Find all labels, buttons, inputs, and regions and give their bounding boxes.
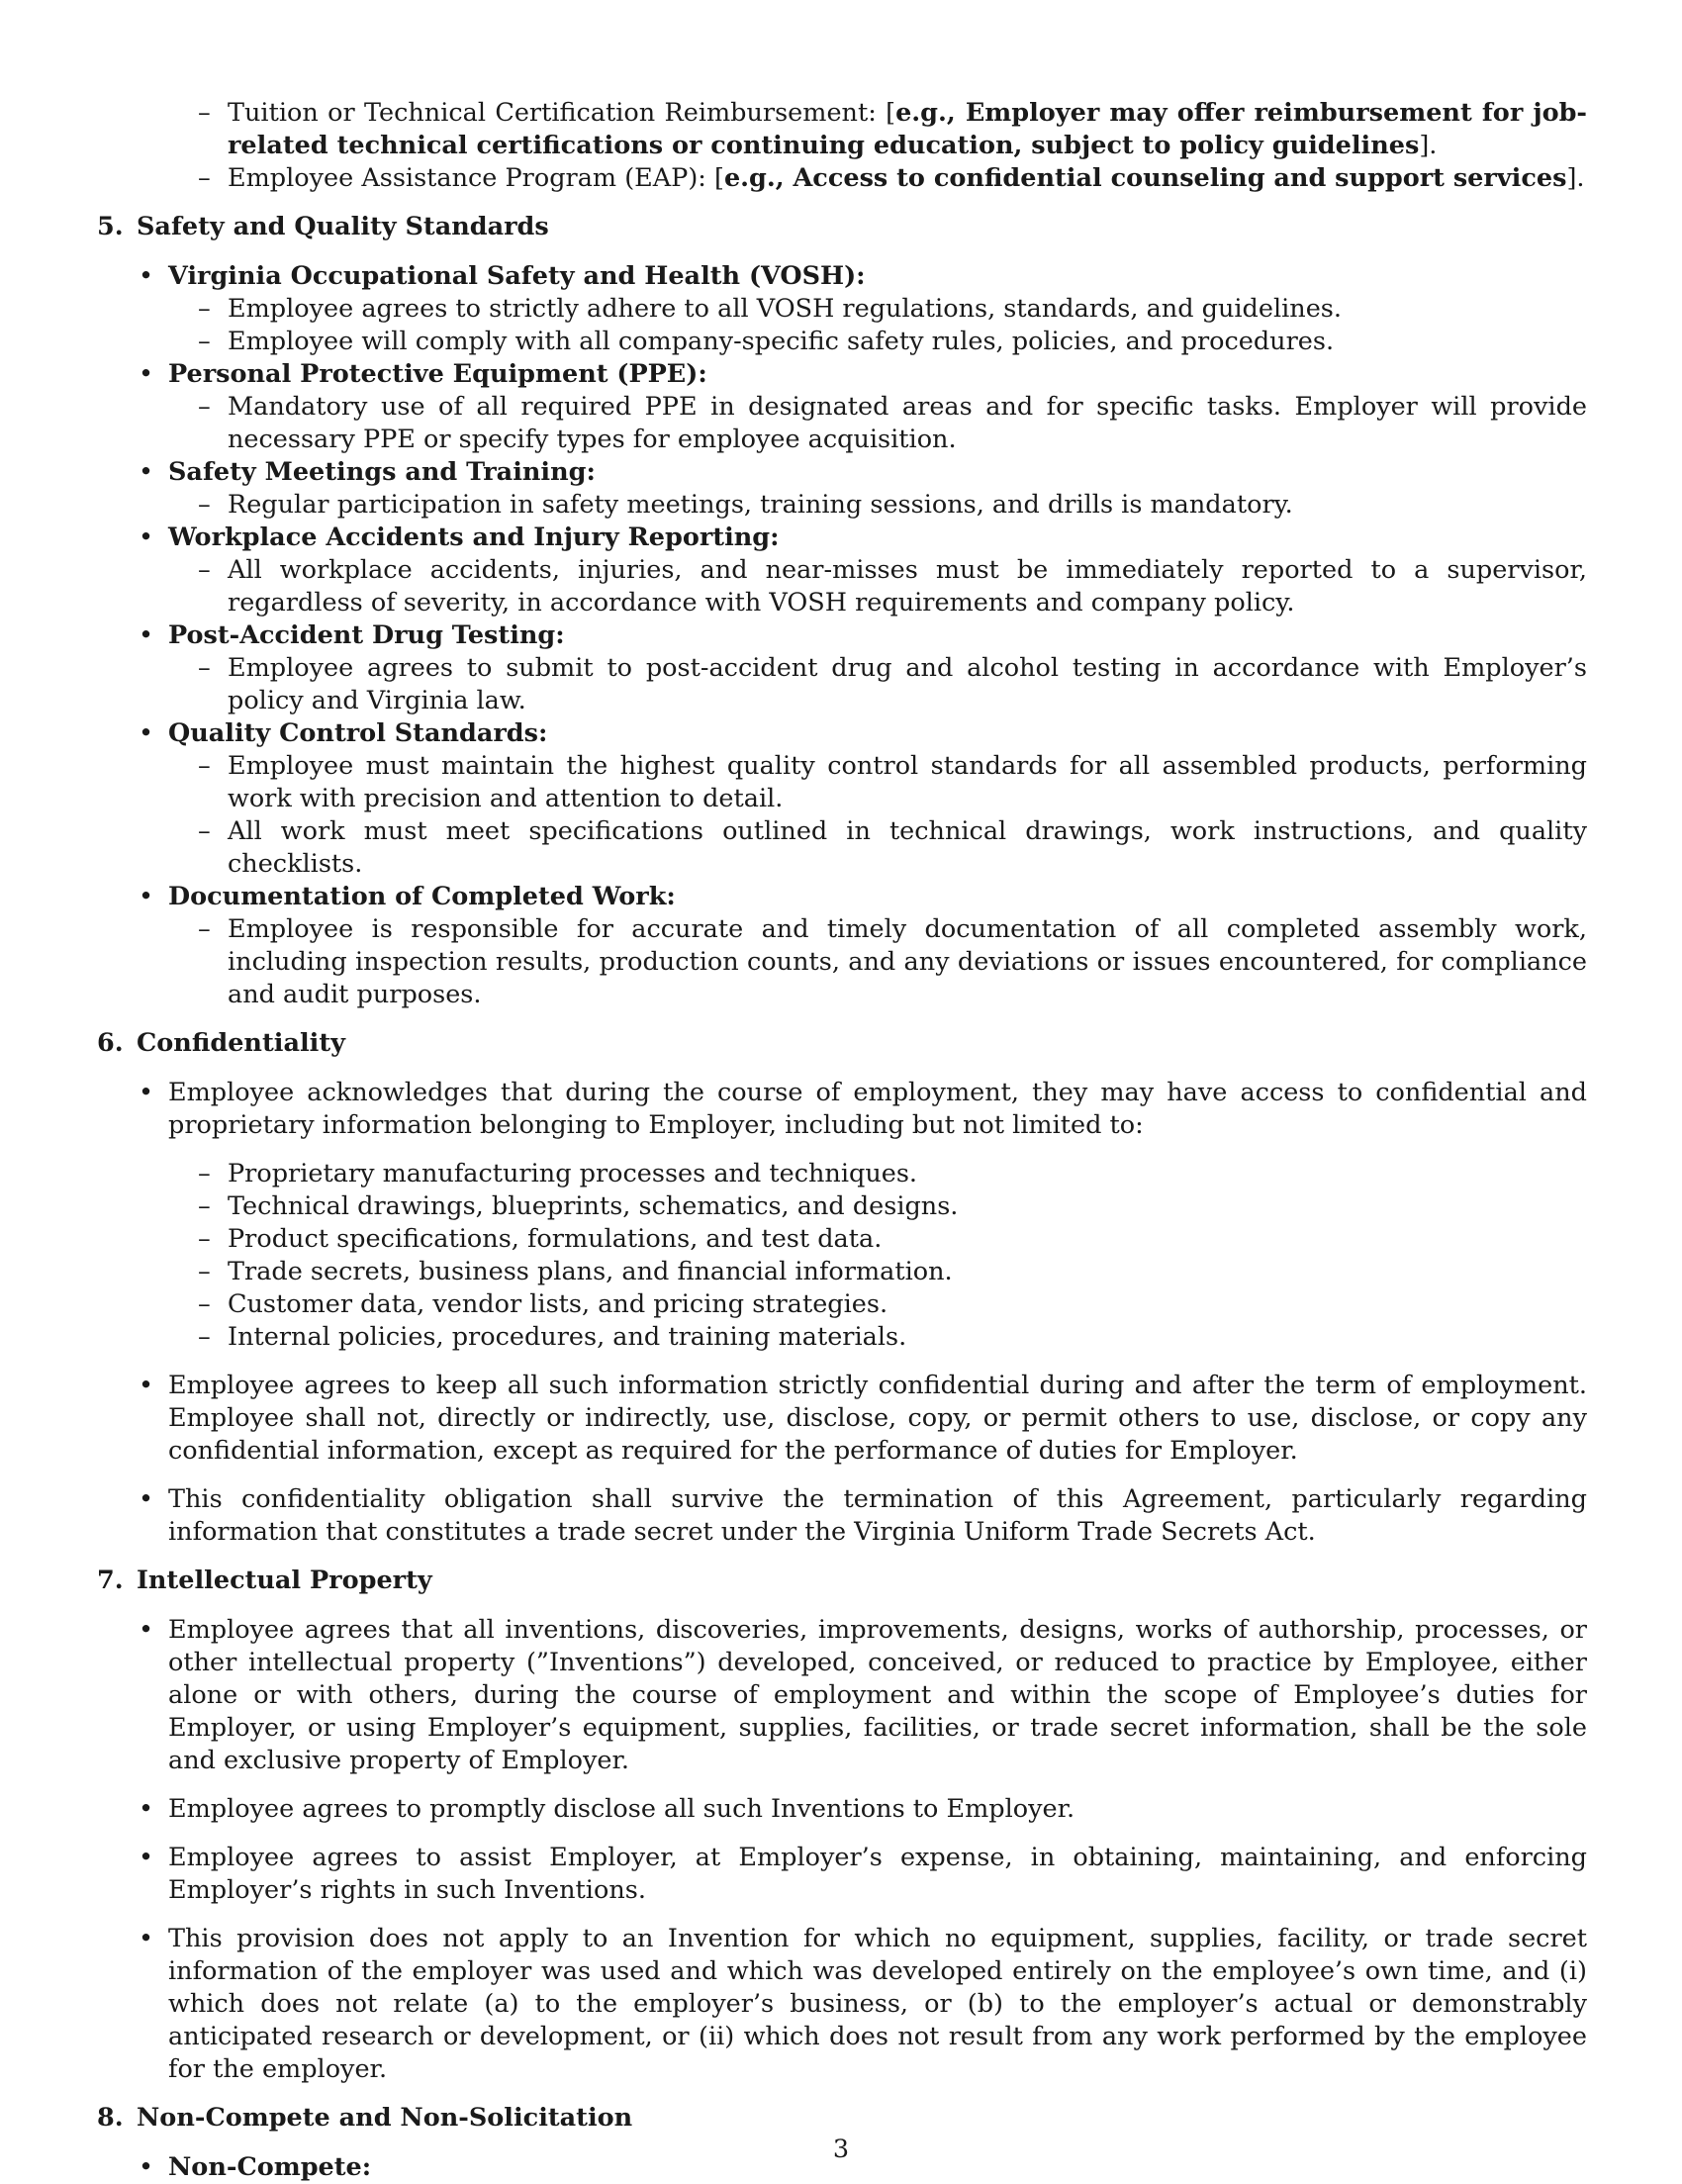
list-item: – Regular participation in safety meetings, training sessions, and drills is mandatory. — [228, 489, 1587, 522]
list-item: – Internal policies, procedures, and training materials. — [228, 1321, 1587, 1354]
list-item: – Technical drawings, blueprints, schematics, and designs. — [228, 1190, 1587, 1223]
sub-list — [168, 1158, 1587, 1354]
page-content — [97, 97, 1587, 2184]
list-item: – Product specifications, formulations, and test data. — [228, 1223, 1587, 1256]
confidentiality-list — [97, 1077, 1587, 1549]
section-heading — [97, 2102, 1587, 2135]
list-item: – Employee agrees to submit to post-accident drug and alcohol testing in accordance with Employer’s policy and Virginia law. — [228, 652, 1587, 717]
list-item: • This confidentiality obligation shall survive the termination of this Agreement, particularly regarding information that constitutes a trade secret under the Virginia Uniform Trade Secrets Act. — [168, 1483, 1587, 1549]
list-item — [168, 619, 1587, 717]
section-title: Non-Compete and Non-Solicitation — [137, 2103, 633, 2133]
sub-list — [168, 554, 1587, 619]
subsection-heading: Non-Compete: — [168, 2152, 372, 2182]
list-item: • Employee agrees to keep all such information strictly confidential during and after the term of employment. Employee shall not, directly or indirectly, use, disclose, copy, or permit others to use, disclose, or copy any confidential information, except as required for the performance of duties for Employer. — [168, 1370, 1587, 1468]
list-item — [168, 260, 1587, 358]
list-item: • Employee agrees to assist Employer, at Employer’s expense, in obtaining, maintaining, and enforcing Employer’s rights in such Inventions. — [168, 1842, 1587, 1907]
list-item — [168, 358, 1587, 456]
benefits-list-tail — [97, 97, 1587, 195]
list-item: – Proprietary manufacturing processes and techniques. — [228, 1158, 1587, 1190]
list-item: – Tuition or Technical Certification Reimbursement: [e.g., Employer may offer reimbursement for job-related technical certifications or continuing education, subject to policy guidelines]. — [228, 97, 1587, 162]
section-number: 5. — [97, 212, 124, 241]
item-label: Tuition or Technical Certification Reimbursement: — [228, 98, 887, 128]
list-item: – Employee agrees to strictly adhere to all VOSH regulations, standards, and guidelines. — [228, 293, 1587, 326]
list-item: – Employee Assistance Program (EAP): [e.g., Access to confidential counseling and support services]. — [228, 162, 1587, 195]
list-item: • Employee agrees to promptly disclose all such Inventions to Employer. — [168, 1793, 1587, 1826]
intellectual-property-list — [97, 1614, 1587, 2086]
list-item — [168, 717, 1587, 881]
item-detail: e.g., Employer may offer reimbursement for job-related technical certifications or continuing education, subject to policy guidelines — [228, 98, 1587, 160]
sub-list — [168, 391, 1587, 456]
list-item — [168, 522, 1587, 619]
list-item — [168, 456, 1587, 522]
list-item: – Mandatory use of all required PPE in designated areas and for specific tasks. Employer will provide necessary PPE or specify types for employee acquisition. — [228, 391, 1587, 456]
subsection-heading: Workplace Accidents and Injury Reporting: — [168, 522, 780, 552]
list-item: – All workplace accidents, injuries, and near-misses must be immediately reported to a supervisor, regardless of severity, in accordance with VOSH requirements and company policy. — [228, 554, 1587, 619]
subsection-heading: Virginia Occupational Safety and Health (VOSH): — [168, 261, 866, 291]
sub-list — [168, 293, 1587, 358]
sub-list — [168, 489, 1587, 522]
section-title: Intellectual Property — [137, 1566, 432, 1595]
item-label: Employee Assistance Program (EAP): — [228, 163, 714, 193]
list-item: – Employee must maintain the highest quality control standards for all assembled products, performing work with precision and attention to detail. — [228, 750, 1587, 815]
section-number: 7. — [97, 1566, 124, 1595]
safety-list — [97, 260, 1587, 1011]
section-title: Confidentiality — [137, 1028, 345, 1058]
sub-list — [168, 750, 1587, 881]
section-number: 8. — [97, 2103, 124, 2133]
section-heading — [97, 1027, 1587, 1060]
list-item — [168, 1077, 1587, 1354]
sub-list — [168, 652, 1587, 717]
item-detail: e.g., Access to confidential counseling and support services — [723, 163, 1567, 193]
list-item: • This provision does not apply to an Invention for which no equipment, supplies, facility, or trade secret information of the employer was used and which was developed entirely on the employee’s own time, and (i) which does not relate (a) to the employer’s business, or (b) to the employer’s actual or demonstrably anticipated research or development, or (ii) which does not result from any work performed by the employee for the employer. — [168, 1923, 1587, 2086]
list-item: – Trade secrets, business plans, and financial information. — [228, 1256, 1587, 1288]
section-number: 6. — [97, 1028, 124, 1058]
subsection-heading: Documentation of Completed Work: — [168, 882, 676, 911]
list-item: – All work must meet specifications outlined in technical drawings, work instructions, and quality checklists. — [228, 815, 1587, 881]
list-item: – Customer data, vendor lists, and pricing strategies. — [228, 1288, 1587, 1321]
section-title: Safety and Quality Standards — [137, 212, 549, 241]
page-number: 3 — [832, 2135, 850, 2164]
sub-list — [168, 913, 1587, 1011]
list-item: • Employee agrees that all inventions, discoveries, improvements, designs, works of authorship, processes, or other intellectual property (”Inventions”) developed, conceived, or reduced to practice by Employee, either alone or with others, during the course of employment and within the scope of Employee’s duties for Employer, or using Employer’s equipment, supplies, facilities, or trade secret information, shall be the sole and exclusive property of Employer. — [168, 1614, 1587, 1777]
subsection-heading: Quality Control Standards: — [168, 718, 548, 748]
list-item — [168, 881, 1587, 1011]
subsection-heading: Personal Protective Equipment (PPE): — [168, 359, 707, 389]
section-heading — [97, 1565, 1587, 1597]
section-heading — [97, 211, 1587, 243]
subsection-heading: Post-Accident Drug Testing: — [168, 620, 565, 650]
paragraph: Employee acknowledges that during the course of employment, they may have access to confidential and proprietary information belonging to Employer, including but not limited to: — [168, 1078, 1587, 1140]
list-item: – Employee is responsible for accurate and timely documentation of all completed assembly work, including inspection results, production counts, and any deviations or issues encountered, for compliance and audit purposes. — [228, 913, 1587, 1011]
subsection-heading: Safety Meetings and Training: — [168, 457, 596, 487]
list-item: – Employee will comply with all company-specific safety rules, policies, and procedures. — [228, 326, 1587, 358]
